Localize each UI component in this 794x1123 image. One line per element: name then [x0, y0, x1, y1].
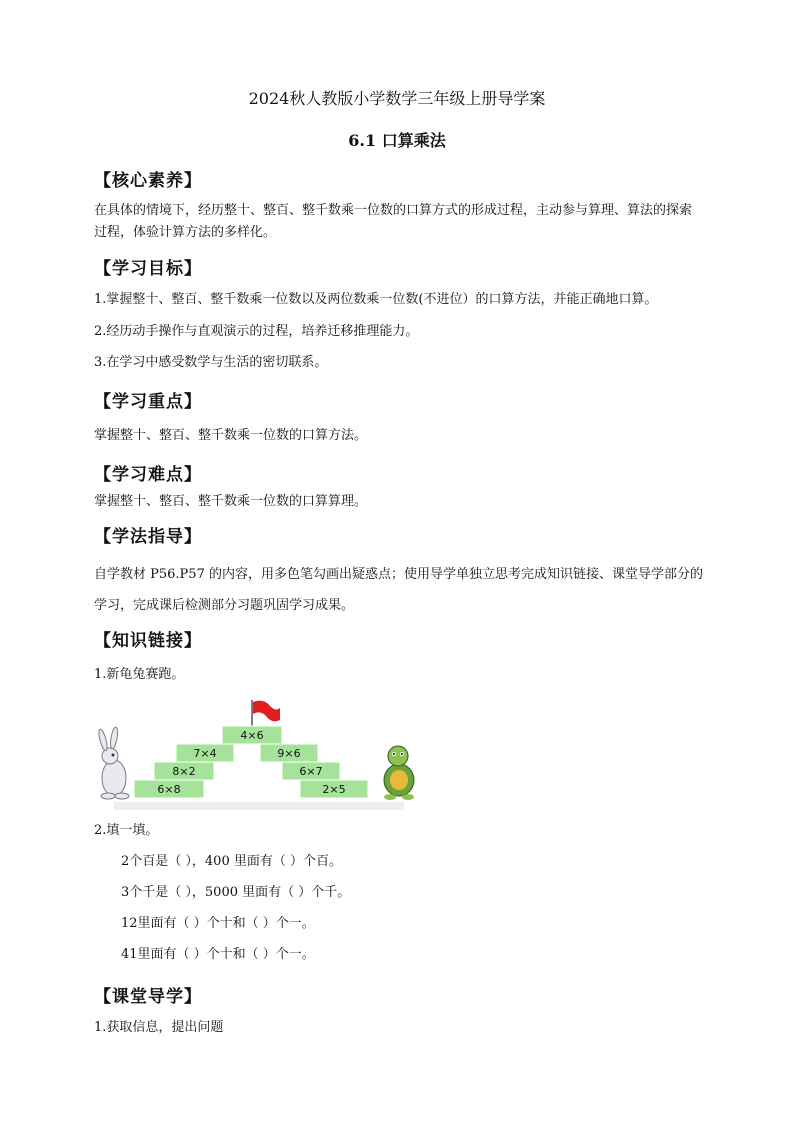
race-pyramid-illustration: [94, 698, 424, 810]
goal-item-2: 2.经历动手操作与直观演示的过程，培养迁移推理能力。: [94, 324, 419, 339]
method-heading: 【学法指导】: [94, 527, 202, 547]
link-item-2: 2.填一填。: [94, 823, 159, 838]
key-text: 掌握整十、整百、整千数乘一位数的口算方法。: [94, 428, 368, 443]
pyramid-step-label: 8×2: [172, 765, 196, 778]
fill-line-1: 2个百是（ ），400 里面有（ ）个百。: [121, 854, 342, 869]
difficulty-heading: 【学习难点】: [94, 465, 202, 485]
method-text: 自学教材 P56.P57 的内容，用多色笔勾画出疑惑点；使用导学单独立思考完成知识链接、课堂导学部分的学习，完成课后检测部分习题巩固学习成果。: [94, 567, 703, 613]
goals-heading: 【学习目标】: [94, 259, 202, 279]
core-heading: 【核心素养】: [94, 171, 202, 191]
flag-icon: [253, 701, 280, 722]
goal-item-1: 1.掌握整十、整百、整千数乘一位数以及两位数乘一位数(不进位）的口算方法，并能正确地口算。: [94, 292, 658, 307]
pyramid-step-label: 7×4: [193, 747, 217, 760]
doc-title: 2024秋人教版小学数学三年级上册导学案: [248, 89, 546, 108]
link-heading: 【知识链接】: [94, 631, 202, 651]
key-heading: 【学习重点】: [94, 392, 202, 412]
pyramid-step-label: 2×5: [322, 783, 346, 796]
class-item-1: 1.获取信息，提出问题: [94, 1020, 224, 1035]
core-text: 在具体的情境下，经历整十、整百、整千数乘一位数的口算方式的形成过程，主动参与算理、算法的探索过程，体验计算方法的多样化。: [94, 203, 693, 240]
goal-item-3: 3.在学习中感受数学与生活的密切联系。: [94, 355, 328, 370]
fill-line-3: 12里面有（ ）个十和（ ）个一。: [121, 916, 315, 931]
pyramid-step-label: 6×8: [157, 783, 181, 796]
pyramid-steps: [134, 726, 368, 798]
pyramid-step-label: 9×6: [277, 747, 301, 760]
pyramid-step-label: 4×6: [240, 729, 264, 742]
difficulty-text: 掌握整十、整百、整千数乘一位数的口算算理。: [94, 494, 368, 509]
rabbit-icon: [97, 727, 129, 799]
tortoise-icon: [384, 746, 414, 800]
pyramid-step-label: 6×7: [299, 765, 323, 778]
fill-line-4: 41里面有（ ）个十和（ ）个一。: [121, 947, 315, 962]
ground-shadow: [114, 802, 404, 810]
fill-line-2: 3个千是（ ），5000 里面有（ ）个千。: [121, 885, 351, 900]
class-heading: 【课堂导学】: [94, 987, 202, 1007]
lesson-title: 6.1 口算乘法: [348, 131, 446, 150]
link-item-1: 1.新龟兔赛跑。: [94, 667, 185, 682]
